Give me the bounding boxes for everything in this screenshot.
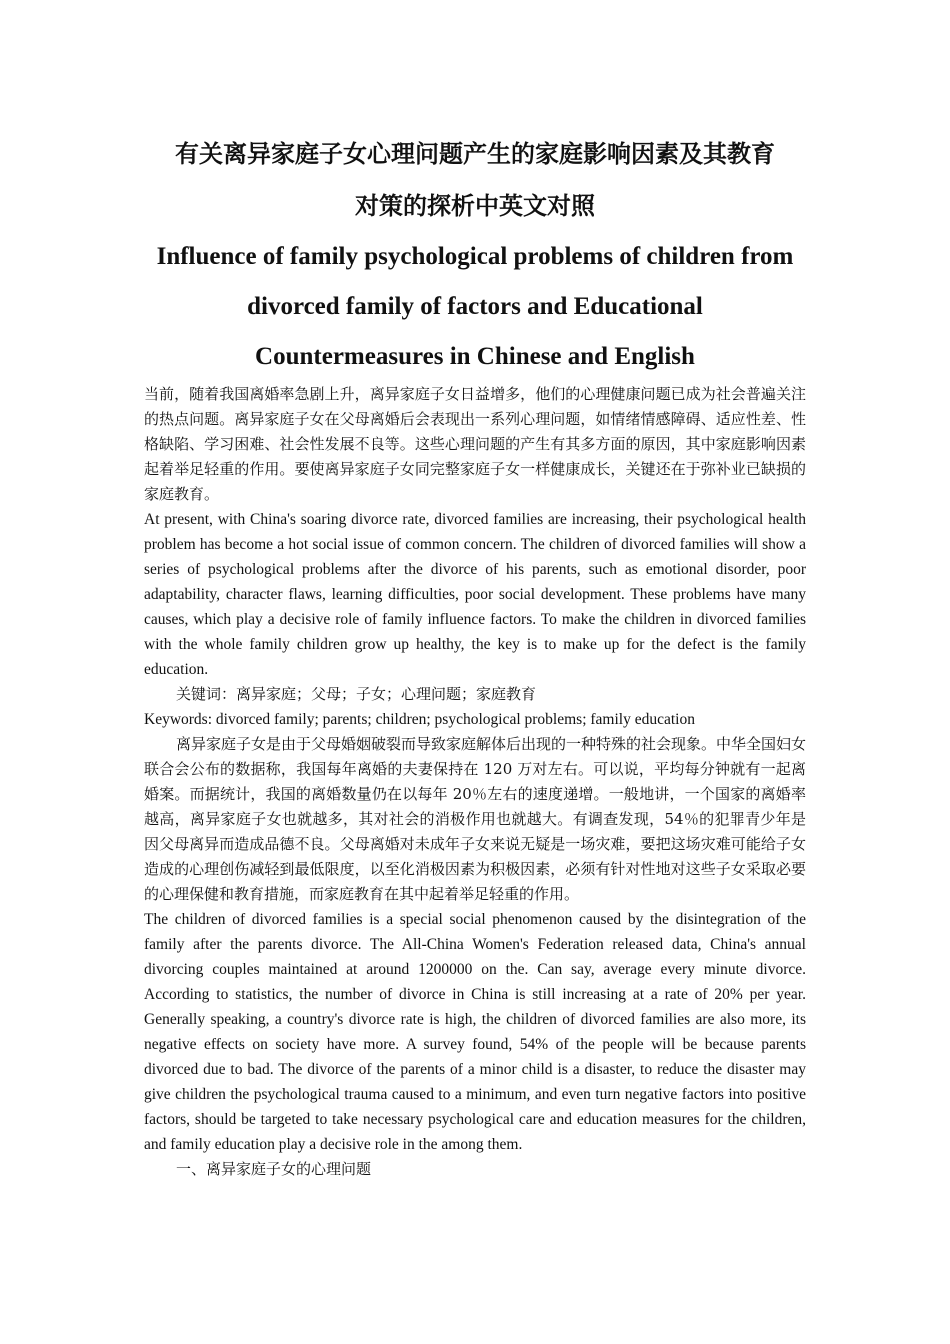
document-content [144,128,806,1182]
keywords-chinese: 关键词：离异家庭；父母；子女；心理问题；家庭教育 [176,685,537,703]
keywords-english: Keywords: divorced family; parents; children; psychological problems; family education [144,711,695,728]
title-english-line-1: Influence of family psychological problems of children from [156,243,794,270]
abstract-chinese: 当前，随着我国离婚率急剧上升，离异家庭子女日益增多，他们的心理健康问题已成为社会普遍关注的热点问题。离异家庭子女在父母离婚后会表现出一系列心理问题，如情绪情感障碍、适应性差、性格缺陷、学习困难、社会性发展不良等。这些心理问题的产生有其多方面的原因，其中家庭影响因素起着举足轻重的作用。要使离异家庭子女同完整家庭子女一样健康成长，关键还在于弥补业已缺损的家庭教育。 [144,385,806,503]
title-chinese-line-2: 对策的探析中英文对照 [355,192,595,220]
section-heading: 一、离异家庭子女的心理问题 [176,1160,372,1178]
title-english-line-2: divorced family of factors and Educational [247,293,703,320]
body-paragraph-chinese: 离异家庭子女是由于父母婚姻破裂而导致家庭解体后出现的一种特殊的社会现象。中华全国妇女联合会公布的数据称，我国每年离婚的夫妻保持在 120 万对左右。可以说，平均每分钟就有一起离婚案。而据统计，我国的离婚数量仍在以每年 20％左右的速度递增。一般地讲，一个国家的离婚率越高，离异家庭子女也就越多，其对社会的消极作用也就越大。有调查发现，54％的犯罪青少年是因父母离异而造成品德不良。父母离婚对未成年子女来说无疑是一场灾难，要把这场灾难可能给子女造成的心理创伤减轻到最低限度，以至化消极因素为积极因素，必须有针对性地对这些子女采取必要的心理保健和教育措施，而家庭教育在其中起着举足轻重的作用。 [144,735,807,903]
abstract-english: At present, with China's soaring divorce rate, divorced families are increasing, their psychological health problem has become a hot social issue of common concern. The children of divorced families will show a series of psychological problems after the divorce of his parents, such as emotional disorder, poor adaptability, character flaws, learning difficulties, poor social development. These problems have many causes, which play a decisive role of family influence factors. To make the children in divorced families with the whole family children grow up healthy, the key is to make up for the defect is the family education. [144,511,806,678]
body-paragraph-english: The children of divorced families is a special social phenomenon caused by the disintegration of the family after the parents divorce. The All-China Women's Federation released data, China's annual divorcing couples maintained at around 1200000 on the. Can say, average every minute divorce. According to statistics, the number of divorce in China is still increasing at a rate of 20% per year. Generally speaking, a country's divorce rate is high, the children of divorced families are also more, its negative effects on society have more. A survey found, 54% of the people will be because parents divorced due to bad. The divorce of the parents of a minor child is a disaster, to reduce the disaster may give children the psychological trauma caused to a minimum, and even turn negative factors into positive factors, should be targeted to take necessary psychological care and education measures for the children, and family education play a decisive role in the among them. [144,911,806,1153]
title-chinese-line-1: 有关离异家庭子女心理问题产生的家庭影响因素及其教育 [175,140,775,168]
title-english-line-3: Countermeasures in Chinese and English [255,343,695,370]
